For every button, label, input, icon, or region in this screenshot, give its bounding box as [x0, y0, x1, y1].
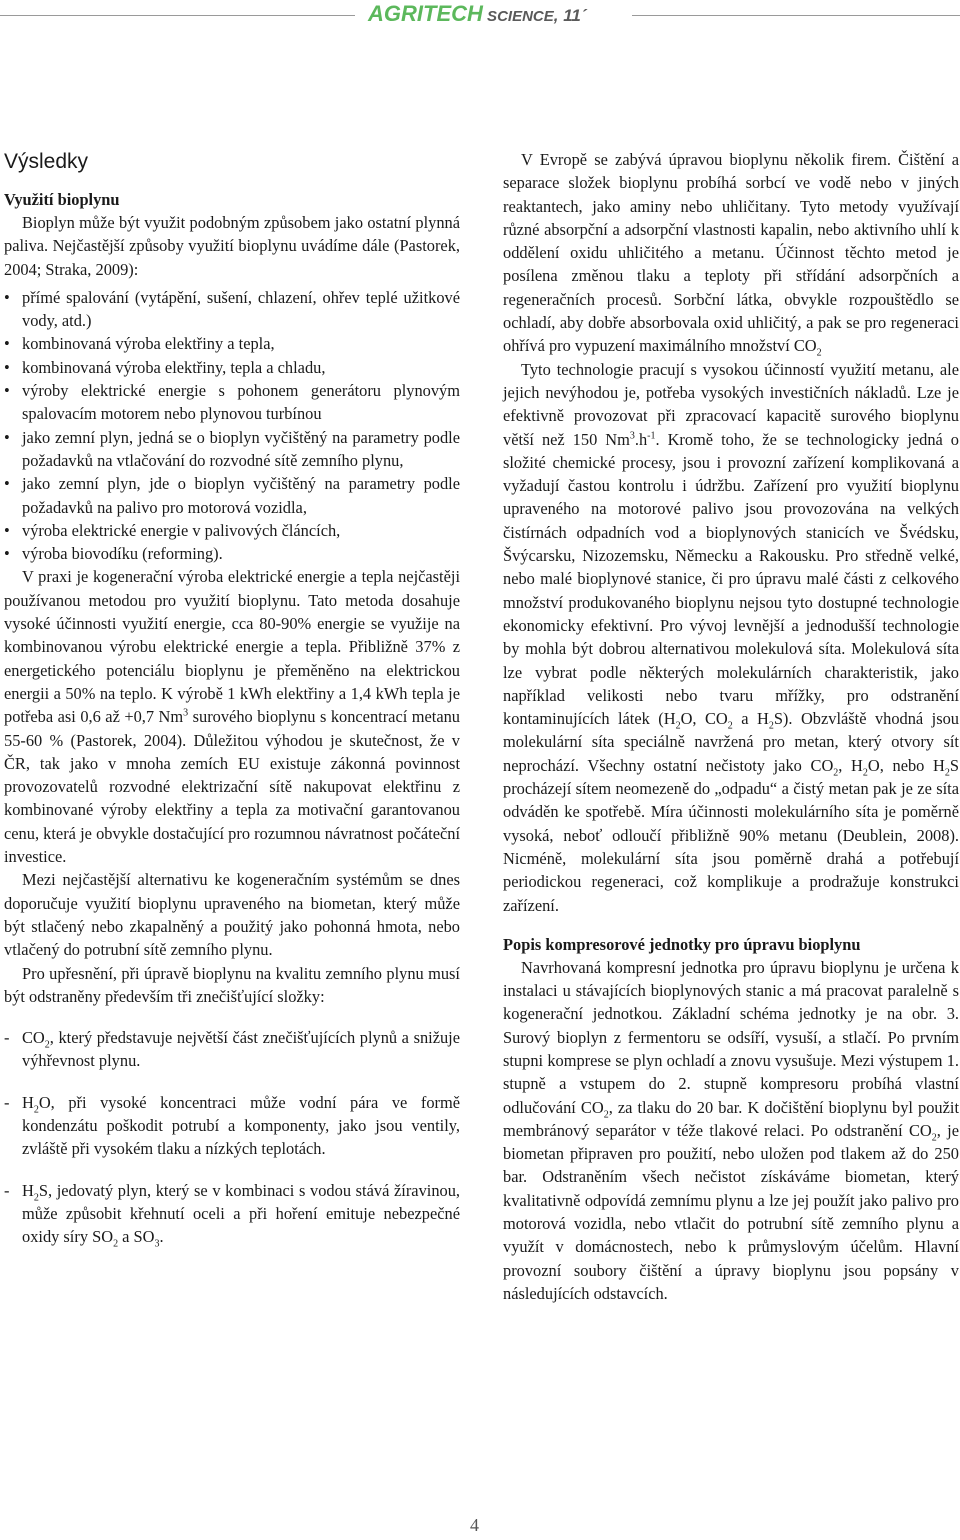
bullet-icon: •	[4, 287, 10, 307]
list-item: • kombinovaná výroba elektřiny a tepla,	[4, 332, 460, 355]
list-item: • výroba biovodíku (reforming).	[4, 542, 460, 565]
bullet-icon: •	[4, 474, 10, 494]
impurities-intro-paragraph: Pro upřesnění, při úpravě bioplynu na kvalitu zemního plynu musí být odstraněny především tři znečišťující složky:	[4, 963, 460, 1006]
dash-icon: -	[4, 1180, 10, 1200]
compressor-paragraph: Navrhovaná kompresní jednotka pro úpravu bioplynu je určena k instalaci u stávajících bioplynových stanic a má pracovat paralelně s kogenerační jednotkou. Základní schéma jednotky je na obr. 3. Surový bioplyn z fermentoru se odsíří, vysuší, a stlačí. Po prvním stupni komprese se plyn ochladí a znovu vysušuje. Mezi výstupem 1. stupně a vstupem do 2. stupně kompresoru probíhá vlastní odlučování $CO_2$, za tlaku do 20 bar. K dočištění bioplynu byl použit membránový separátor v téže tlakové relaci. Po odstranění $CO_2$, je biometan připraven pro použití, nebo uložen pod tlakem až do 250 bar. Odstraněním všech nečistot získáváme biometan, který kvalitativně odpovídá zemnímu plynu a lze jej použít jako palivo pro motorová vozidla, nebo vtlačit do potrubní sítě zemního plynu a využít v domácnostech, nebo k průmyslovým účelům. Hlavní provozní soubory čištění a úpravy bioplynu jsou popsány v následujících odstavcích.	[503, 957, 959, 1303]
bullet-icon: •	[4, 334, 10, 354]
spacer	[503, 917, 959, 933]
section-title: Výsledky	[4, 150, 89, 173]
list-item: • kombinovaná výroba elektřiny, tepla a chladu,	[4, 356, 460, 379]
impurities-list	[4, 1026, 460, 1248]
bullet-icon: •	[4, 357, 10, 377]
biomethane-paragraph: Mezi nejčastější alternativu ke kogeneračním systémům se dnes doporučuje využití bioplynu upraveného na biometan, který může být stlačený nebo zkapalněný a použitý jako pohonná hmota, nebo vtlačený do potrubní sítě zemního plynu.	[4, 870, 460, 960]
dash-icon: -	[4, 1092, 10, 1112]
list-item: • jako zemní plyn, jedná se o bioplyn vyčištěný na parametry podle požadavků na vtlačování do rozvodné sítě zemního plynu,	[4, 427, 460, 470]
bullet-icon: •	[4, 427, 10, 447]
journal-number: , 11´	[553, 6, 587, 25]
list-item-h2o: - $H_2O$, při vysoké koncentraci může vodní pára ve formě kondenzátu poškodit potrubí a komponenty, jako jsou ventily, zvláště při vysokém tlaku a nízkých teplotách.	[4, 1092, 460, 1159]
list-item: • přímé spalování (vytápění, sušení, chlazení, ohřev teplé užitkové vody, atd.)	[4, 287, 460, 331]
europe-paragraph: V Evropě se zabývá úpravou bioplynu několik firem. Čištění a separace složek bioplynu probíhá sorbcí ve vodě nebo v jiných reaktantech, jako aminy nebo uhličitany. Tyto metody využívají různé absorpční a adsorpční vlastnosti kapalin, nebo aktivního uhlí k oddělení oxidu uhličitého a metanu. Účinnost těchto metod je posílena změnou tlaku a teploty při střídání adsorpčních a regeneračních procesů. Sorbční látka, obvykle rozpouštědlo se ochladí, aby dobře absorbovala oxid uhličitý, a pak se pro regeneraci ohřívá pro vypuzení maximálního množství $CO_2$	[503, 150, 959, 359]
page-number: 4	[470, 1515, 479, 1535]
subsection-title-compressor: Popis kompresorové jednotky pro úpravu bioplynu	[503, 934, 861, 954]
bullet-icon: •	[4, 520, 10, 540]
list-item-co2: - $CO_2$, který představuje největší část znečišťujících plynů a snižuje výhřevnost plynu.	[4, 1028, 460, 1071]
intro-paragraph: Bioplyn může být využit podobným způsobem jako ostatní plynná paliva. Nejčastější způsoby využití bioplynu uvádíme dále (Pastorek, 2004; Straka, 2009):	[4, 213, 460, 279]
header-rule-right	[632, 15, 960, 16]
technology-paragraph: Tyto technologie pracují s vysokou účinností využití metanu, ale jejich nevýhodou je, potřeba vysokých investičních nákladů. Lze je efektivně provozovat při zpracovací kapacitě surového bioplynu větší než 150 $Nm^3.h^{-1}$. Kromě toho, že se technologicky jedná o složité chemické procesy, jsou i provozní zařízení komplikovaná a vyžadují častou kontrolu i údržbu. Zařízení pro využití bioplynu upraveného na motorové palivo jsou provozována na velkých čistírnách odpadních vod a bioplynových stanicích ve Švédsku, Švýcarsku, Nizozemsku, Německu a Rakousku. Pro středně velké, nebo malé bioplynové stanice, či pro úpravu malé části z celkového množství produkovaného bioplynu nejsou tyto dostupné technologie ekonomicky efektivní. Pro vývoj levnější a jednodušší technologie by mohla být dobrou alternativou molekulová síta. Molekulová síta lze vybrat podle některých molekulárních charakteristik, jako například velikosti nebo tvaru mřížky, pro odstranění kontaminujících látek ($H_2O$, $CO_2$ a $H_2S$). Obzvláště vhodná jsou molekulární síta speciálně navržená pro metan, který otvory sít neprochází. Všechny ostatní nečistoty jako $CO_2$, $H_2O$, nebo $H_2S$ procházejí sítem neomezeně do „odpadu“ a čistý metan pak je ze síta odváděn ke spotřebě. Míra účinnosti molekulárního síta je poměrně vysoká, neboť odloučí přibližně 90% metanu (Deublein, 2008). Nicméně, molekulární síta jsou poměrně drahá a potřebují periodickou regeneraci, což komplikuje a prodražuje konstrukci zařízení.	[503, 359, 959, 915]
journal-name: AGRITECH	[368, 1, 483, 26]
dash-icon: -	[4, 1028, 10, 1048]
list-item: • jako zemní plyn, jde o bioplyn vyčištěný na parametry podle požadavků na palivo pro motorová vozidla,	[4, 474, 460, 517]
list-item: • výroba elektrické energie v palivových článcích,	[4, 519, 460, 542]
left-column	[4, 148, 460, 1266]
journal-subtitle: SCIENCE	[482, 8, 554, 25]
subsection-title-biogas-use: Využití bioplynu	[4, 190, 120, 209]
header-rule-left	[0, 15, 355, 16]
bullet-icon: •	[4, 381, 10, 401]
journal-title	[368, 1, 587, 27]
running-header	[0, 0, 960, 34]
cogeneration-paragraph: V praxi je kogenerační výroba elektrické energie a tepla nejčastěji používanou metodou pro využití bioplynu. Tato metoda dosahuje vysoké účinnosti využití energie, cca 80-90% energie se využije na kombinovanou výrobu elektrické energie a tepla. Přibližně 37% z energetického potenciálu bioplynu je přeměněno na elektrickou energii a 50% na teplo. K výrobě 1 kWh elektřiny a 1,4 kWh tepla je potřeba asi 0,6 až +0,7 Nm$^3$ surového bioplynu s koncentrací metanu 55-60 % (Pastorek, 2004). Důležitou výhodou je skutečnost, že v ČR, tak jako v mnoha zemích EU existuje zákonná povinnost provozovatelů rozvodné elektrizační sítě nakupovat elektřinu z kombinované výroby elektřiny a tepla za motivační garantovanou cenu, která je obvykle dostačující pro rozumnou návratnost počáteční investice.	[4, 567, 460, 867]
list-item-h2s: - $H_2S$, jedovatý plyn, který se v kombinaci s vodou stává žíravinou, může způsobit křehnutí oceli a při hoření emituje nebezpečné oxidy síry $SO_2$ a $SO_3$.	[4, 1180, 460, 1250]
usage-list	[4, 286, 460, 566]
right-column	[503, 148, 959, 1305]
list-item: • výroby elektrické energie s pohonem generátoru plynovým spalovacím motorem nebo plynovou turbínou	[4, 381, 460, 424]
bullet-icon: •	[4, 544, 10, 564]
